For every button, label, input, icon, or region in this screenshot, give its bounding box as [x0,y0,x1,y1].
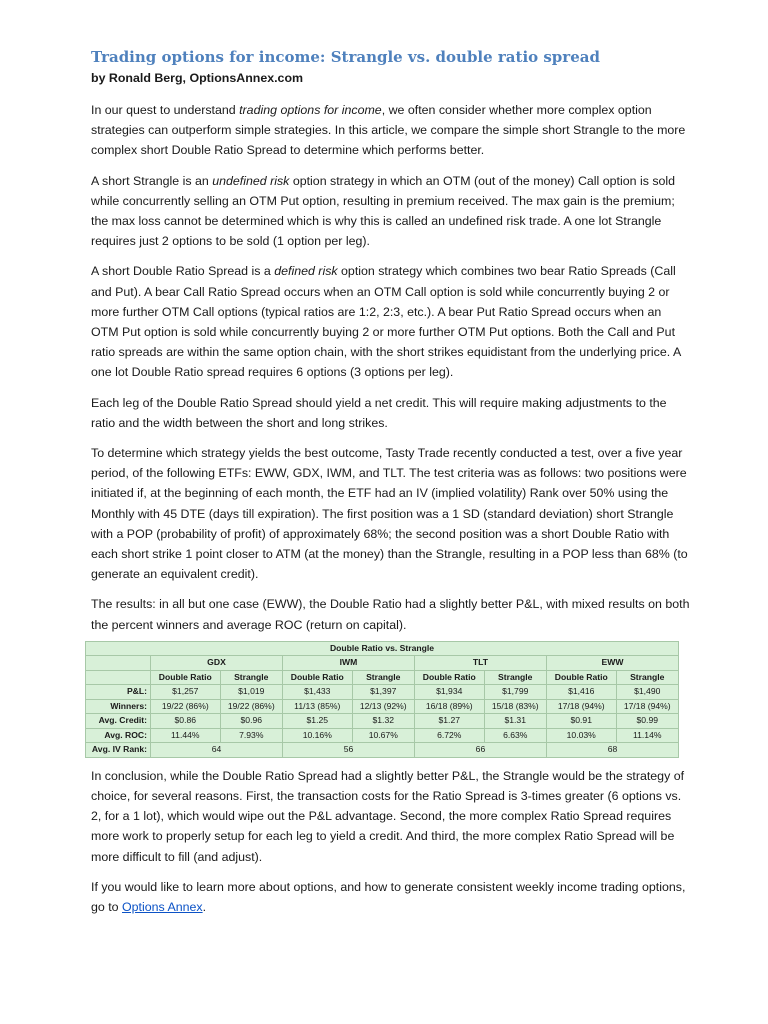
table-cell: 17/18 (94%) [546,699,616,714]
leg-paragraph: Each leg of the Double Ratio Spread should yield a net credit. This will require making adjustments to the ratio and the width between the short and long strikes. [91,395,667,430]
table-cell: 17/18 (94%) [616,699,678,714]
table-cell: 16/18 (89%) [414,699,484,714]
table-cell: $0.96 [220,714,282,729]
table-cell: 19/22 (86%) [220,699,282,714]
table-cell: 7.93% [220,728,282,743]
iv-rank-cell: 68 [546,743,678,758]
table-cell: $1,397 [352,685,414,700]
table-cell: $1,490 [616,685,678,700]
table-cell: $1,934 [414,685,484,700]
table-cell: $1,019 [220,685,282,700]
etf-header: EWW [546,656,678,671]
column-header: Double Ratio [546,670,616,685]
table-cell: $0.91 [546,714,616,729]
conclusion-paragraph: In conclusion, while the Double Ratio Spread had a slightly better P&L, the Strangle would be the strategy of choice, for several reasons. First, the transaction costs for the Ratio Spread is 3-times greater (6 options vs. 2, for a 1 lot), which would wipe out the P&L advantage. Second, the more complex Ratio Spread requires more work to properly setup for each leg to yield a credit. And third, the more complex Ratio Spread will be more difficult to fill (and adjust). [91,768,685,864]
table-cell: 10.03% [546,728,616,743]
iv-rank-cell: 64 [151,743,283,758]
column-header: Double Ratio [414,670,484,685]
test-paragraph: To determine which strategy yields the best outcome, Tasty Trade recently conducted a test, over a five year period, of the following ETFs: EWW, GDX, IWM, and TLT. The test criteria was as follows: two positions were initiated if, at the beginning of each month, the ETF had an IV (implied volatility) Rank over 50% using the Monthly with 45 DTE (days till expiration). The first position was a 1 SD (standard deviation) short Strangle with a POP (probability of profit) of approximately 68%; the second position was a short Double Ratio with each short strike 1 point closer to ATM (at the money) than the Strangle, resulting in a POP less than 68% (to generate an equivalent credit). [91,446,688,582]
table-cell: 10.67% [352,728,414,743]
row-label: Avg. Credit: [86,714,151,729]
strangle-paragraph [91,171,691,252]
table-cell: $1,416 [546,685,616,700]
row-label: Winners: [86,699,151,714]
results-table [85,641,679,758]
intro-text-a: In our quest to understand [91,103,240,117]
strangle-emphasis: undefined risk [212,173,290,188]
table-cell: 6.72% [414,728,484,743]
etf-header: IWM [282,656,414,671]
intro-paragraph [91,100,691,161]
table-cell: 11.14% [616,728,678,743]
row-label: Avg. ROC: [86,728,151,743]
iv-rank-cell: 66 [414,743,546,758]
table-cell: $1,799 [484,685,546,700]
table-title: Double Ratio vs. Strangle [86,641,679,656]
table-cell: $1.32 [352,714,414,729]
table-cell: $1.31 [484,714,546,729]
table-cell: 15/18 (83%) [484,699,546,714]
ratio-paragraph [91,261,691,382]
closing-text-b: . [202,900,207,915]
corner-cell [86,656,151,671]
etf-header: TLT [414,656,546,671]
table-row [86,714,679,729]
table-cell: $1,257 [151,685,221,700]
etf-header: GDX [151,656,283,671]
ratio-text-a: A short Double Ratio Spread is a [91,264,275,279]
table-cell: 6.63% [484,728,546,743]
ratio-emphasis: defined risk [274,264,338,279]
closing-text-a: If you would like to learn more about options, and how to generate consistent weekly income trading options, go to [91,879,686,915]
table-cell: $0.86 [151,714,221,729]
byline: by Ronald Berg, OptionsAnnex.com [91,71,304,85]
column-header: Double Ratio [151,670,221,685]
intro-text-b: , we often consider whether more complex option strategies can outperform simple strategies. In this article, we compare the simple short Strangle to the more complex short Double Ratio Spread to determine which performs better. [91,103,686,158]
article-title: Trading options for income: Strangle vs. double ratio spread [91,48,600,66]
table-cell: 11.44% [151,728,221,743]
article [91,46,691,927]
table-row [86,728,679,743]
column-header: Double Ratio [282,670,352,685]
strangle-text-a: A short Strangle is an [91,173,213,188]
iv-rank-cell: 56 [282,743,414,758]
strangle-text-b: option strategy in which an OTM (out of the money) Call option is sold while concurrently selling an OTM Put option, resulting in premium received. The max gain is the premium; the max loss cannot be determined which is why this is called an undefined risk trade. A one lot Strangle requires just 2 options to be sold (1 option per leg). [91,173,676,249]
table-body [86,685,679,743]
table-cell: $1,433 [282,685,352,700]
column-header: Strangle [484,670,546,685]
results-paragraph: The results: in all but one case (EWW), the Double Ratio had a slightly better P&L, with mixed results on both the percent winners and average ROC (return on capital). [91,597,690,632]
table-row [86,699,679,714]
table-cell: $0.99 [616,714,678,729]
table-cell: 12/13 (92%) [352,699,414,714]
column-header: Strangle [616,670,678,685]
row-label: P&L: [86,685,151,700]
corner-cell [86,670,151,685]
table-row [86,685,679,700]
options-annex-link[interactable]: Options Annex [122,900,203,915]
table-cell: 11/13 (85%) [282,699,352,714]
closing-paragraph [91,877,691,917]
intro-emphasis: trading options for income [239,103,382,117]
column-header: Strangle [352,670,414,685]
table-cell: $1.27 [414,714,484,729]
table-cell: 10.16% [282,728,352,743]
table-cell: $1.25 [282,714,352,729]
table-cell: 19/22 (86%) [151,699,221,714]
row-label: Avg. IV Rank: [86,743,151,758]
column-header: Strangle [220,670,282,685]
ratio-text-b: option strategy which combines two bear Ratio Spreads (Call and Put). A bear Call Ratio Spread occurs when an OTM Call option is sold while concurrently buying 2 or more further OTM Call options (typical ratios are 1:2, 2:3, etc.). A bear Put Ratio Spread occurs when an OTM Put option is sold while concurrently buying 2 or more further OTM Put options. Both the Call and Put ratio spreads are within the same option chain, with the short strikes equidistant from the underlying price. A one lot Double Ratio spread requires 6 options (3 options per leg). [91,264,681,380]
